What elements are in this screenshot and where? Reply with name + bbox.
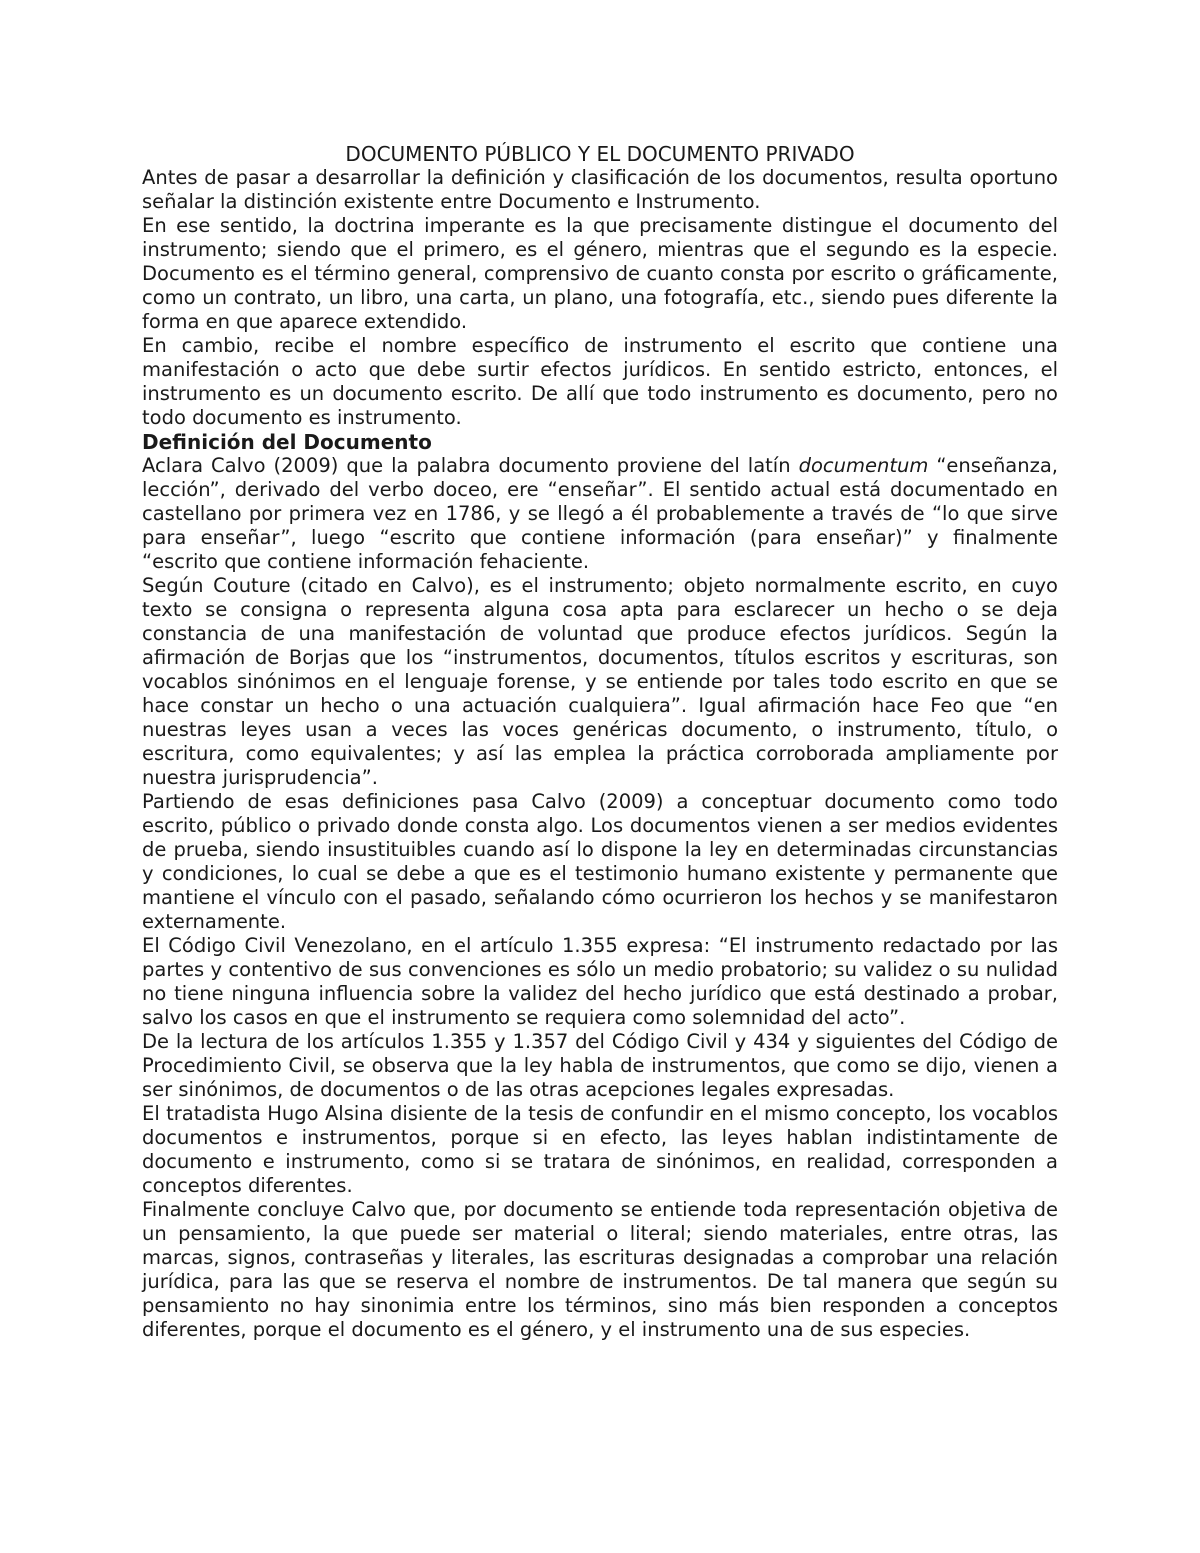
section-heading: Definición del Documento: [142, 430, 432, 454]
latin-term: documentum: [798, 454, 929, 477]
paragraph-instrument: En cambio, recibe el nombre específico de instrumento el escrito que contiene una manifestación o acto que debe surtir efectos jurídicos. En sentido estricto, entonces, el instrumento es un documento escrito. De allí que todo instrumento es documento, pero no todo documento es instrumento.: [142, 334, 1058, 429]
paragraph-articles: De la lectura de los artículos 1.355 y 1.357 del Código Civil y 434 y siguientes del Código de Procedimiento Civil, se observa que la ley habla de instrumentos, que como se dijo, vienen a ser sinónimos, de documentos o de las otras acepciones legales expresadas.: [142, 1030, 1058, 1101]
etymology-text-start: Aclara Calvo (2009) que la palabra documento proviene del latín: [142, 454, 799, 477]
paragraph-civil-code: El Código Civil Venezolano, en el artículo 1.355 expresa: “El instrumento redactado por las partes y contentivo de sus convenciones es sólo un medio probatorio; su validez o su nulidad no tiene ninguna influencia sobre la validez del hecho jurídico que está destinado a probar, salvo los casos en que el instrumento se requiera como solemnidad del acto”.: [142, 934, 1058, 1029]
paragraph-doctrine: En ese sentido, la doctrina imperante es la que precisamente distingue el documento del instrumento; siendo que el primero, es el género, mientras que el segundo es la especie. Documento es el término general, comprensivo de cuanto consta por escrito o gráficamente, como un contrato, un libro, una carta, un plano, una fotografía, etc., siendo pues diferente la forma en que aparece extendido.: [142, 214, 1058, 333]
paragraph-couture: Según Couture (citado en Calvo), es el instrumento; objeto normalmente escrito, en cuyo texto se consigna o representa alguna cosa apta para esclarecer un hecho o se deja constancia de una manifestación de voluntad que produce efectos jurídicos. Según la afirmación de Borjas que los “instrumentos, documentos, títulos escritos y escrituras, son vocablos sinónimos en el lenguaje forense, y se entiende por tales todo escrito en que se hace constar un hecho o una actuación cualquiera”. Igual afirmación hace Feo que “en nuestras leyes usan a veces las voces genéricas documento, o instrumento, título, o escritura, como equivalentes; y así las emplea la práctica corroborada ampliamente por nuestra jurisprudencia”.: [142, 574, 1058, 789]
paragraph-conclusion: Finalmente concluye Calvo que, por documento se entiende toda representación objetiva de un pensamiento, la que puede ser material o literal; siendo materiales, entre otras, las marcas, signos, contraseñas y literales, las escrituras designadas a comprobar una relación jurídica, para las que se reserva el nombre de instrumentos. De tal manera que según su pensamiento no hay sinonimia entre los términos, sino más bien responden a conceptos diferentes, porque el documento es el género, y el instrumento una de sus especies.: [142, 1198, 1058, 1341]
paragraph-alsina: El tratadista Hugo Alsina disiente de la tesis de confundir en el mismo concepto, los vocablos documentos e instrumentos, porque si en efecto, las leyes hablan indistintamente de documento e instrumento, como si se tratara de sinónimos, en realidad, corresponden a conceptos diferentes.: [142, 1102, 1058, 1197]
etymology-text-end: “enseñanza, lección”, derivado del verbo doceo, ere “enseñar”. El sentido actual está documentado en castellano por primera vez en 1786, y se llegó a él probablemente a través de “lo que sirve para enseñar”, luego “escrito que contiene información (para enseñar)” y finalmente “escrito que contiene información fehaciente.: [142, 454, 1058, 573]
paragraph-etymology: [142, 454, 1058, 574]
document-title: DOCUMENTO PÚBLICO Y EL DOCUMENTO PRIVADO: [345, 142, 855, 166]
paragraph-calvo-definition: Partiendo de esas definiciones pasa Calvo (2009) a conceptuar documento como todo escrito, público o privado donde consta algo. Los documentos vienen a ser medios evidentes de prueba, siendo insustituibles cuando así lo dispone la ley en determinadas circunstancias y condiciones, lo cual se debe a que es el testimonio humano existente y permanente que mantiene el vínculo con el pasado, señalando cómo ocurrieron los hechos y se manifestaron externamente.: [142, 790, 1058, 933]
paragraph-intro: Antes de pasar a desarrollar la definición y clasificación de los documentos, resulta oportuno señalar la distinción existente entre Documento e Instrumento.: [142, 166, 1058, 213]
document-page: [142, 142, 1058, 1342]
